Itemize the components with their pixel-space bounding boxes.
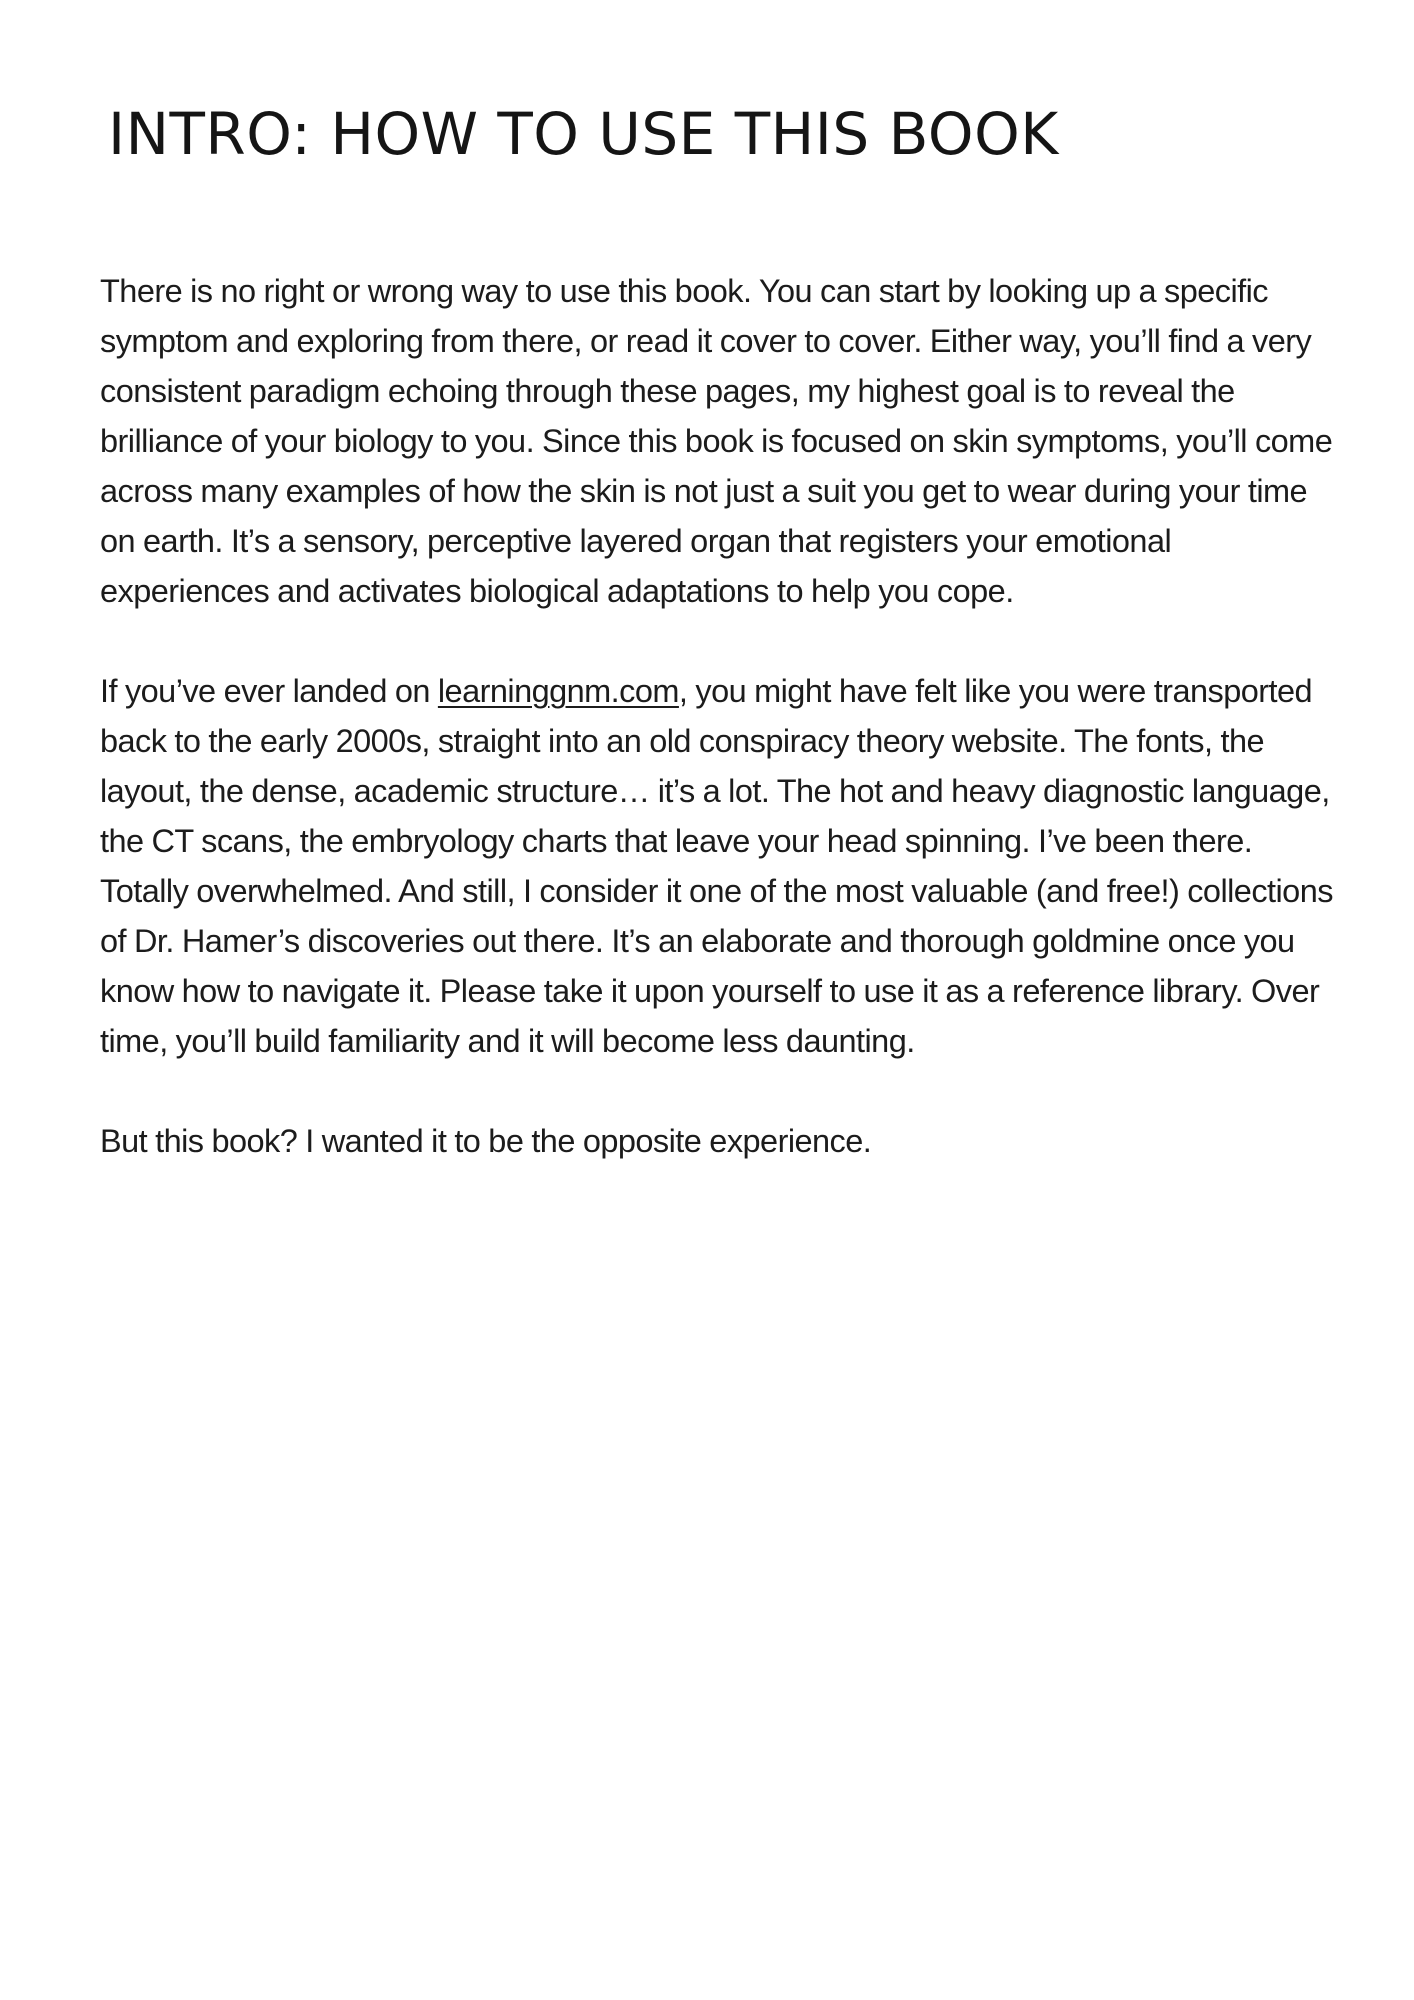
body-text xyxy=(100,266,1335,1216)
paragraph-2-rest: , you might have felt like you were transported back to the early 2000s, straight into an old conspiracy theory website. The fonts, the layout, the dense, academic structure… it’s a lot. The hot and heavy diagnostic language, the CT scans, the embryology charts that leave your head spinning. I’ve been there. Totally overwhelmed. And still, I consider it one of the most valuable (and free!) collections of Dr. Hamer’s discoveries out there. It’s an elaborate and thorough goldmine once you know how to navigate it. Please take it upon yourself to use it as a reference library. Over time, you’ll build familiarity and it will become less daunting. xyxy=(100,673,1333,1059)
paragraph-1: There is no right or wrong way to use this book. You can start by looking up a specific symptom and exploring from there, or read it cover to cover. Either way, you’ll find a very consistent paradigm echoing through these pages, my highest goal is to reveal the brilliance of your biology to you. Since this book is focused on skin symptoms, you’ll come across many examples of how the skin is not just a suit you get to wear during your time on earth. It’s a sensory, perceptive layered organ that registers your emotional experiences and activates biological adaptations to help you cope. xyxy=(100,273,1333,609)
paragraph-2 xyxy=(100,666,1335,1066)
learninggnm-link[interactable]: learninggnm.com xyxy=(437,673,679,709)
page-title: INTRO: HOW TO USE THIS BOOK xyxy=(108,100,1059,168)
paragraph-2-intro: If you’ve ever landed on xyxy=(100,673,438,709)
paragraph-3: But this book? I wanted it to be the opposite experience. xyxy=(100,1123,872,1159)
